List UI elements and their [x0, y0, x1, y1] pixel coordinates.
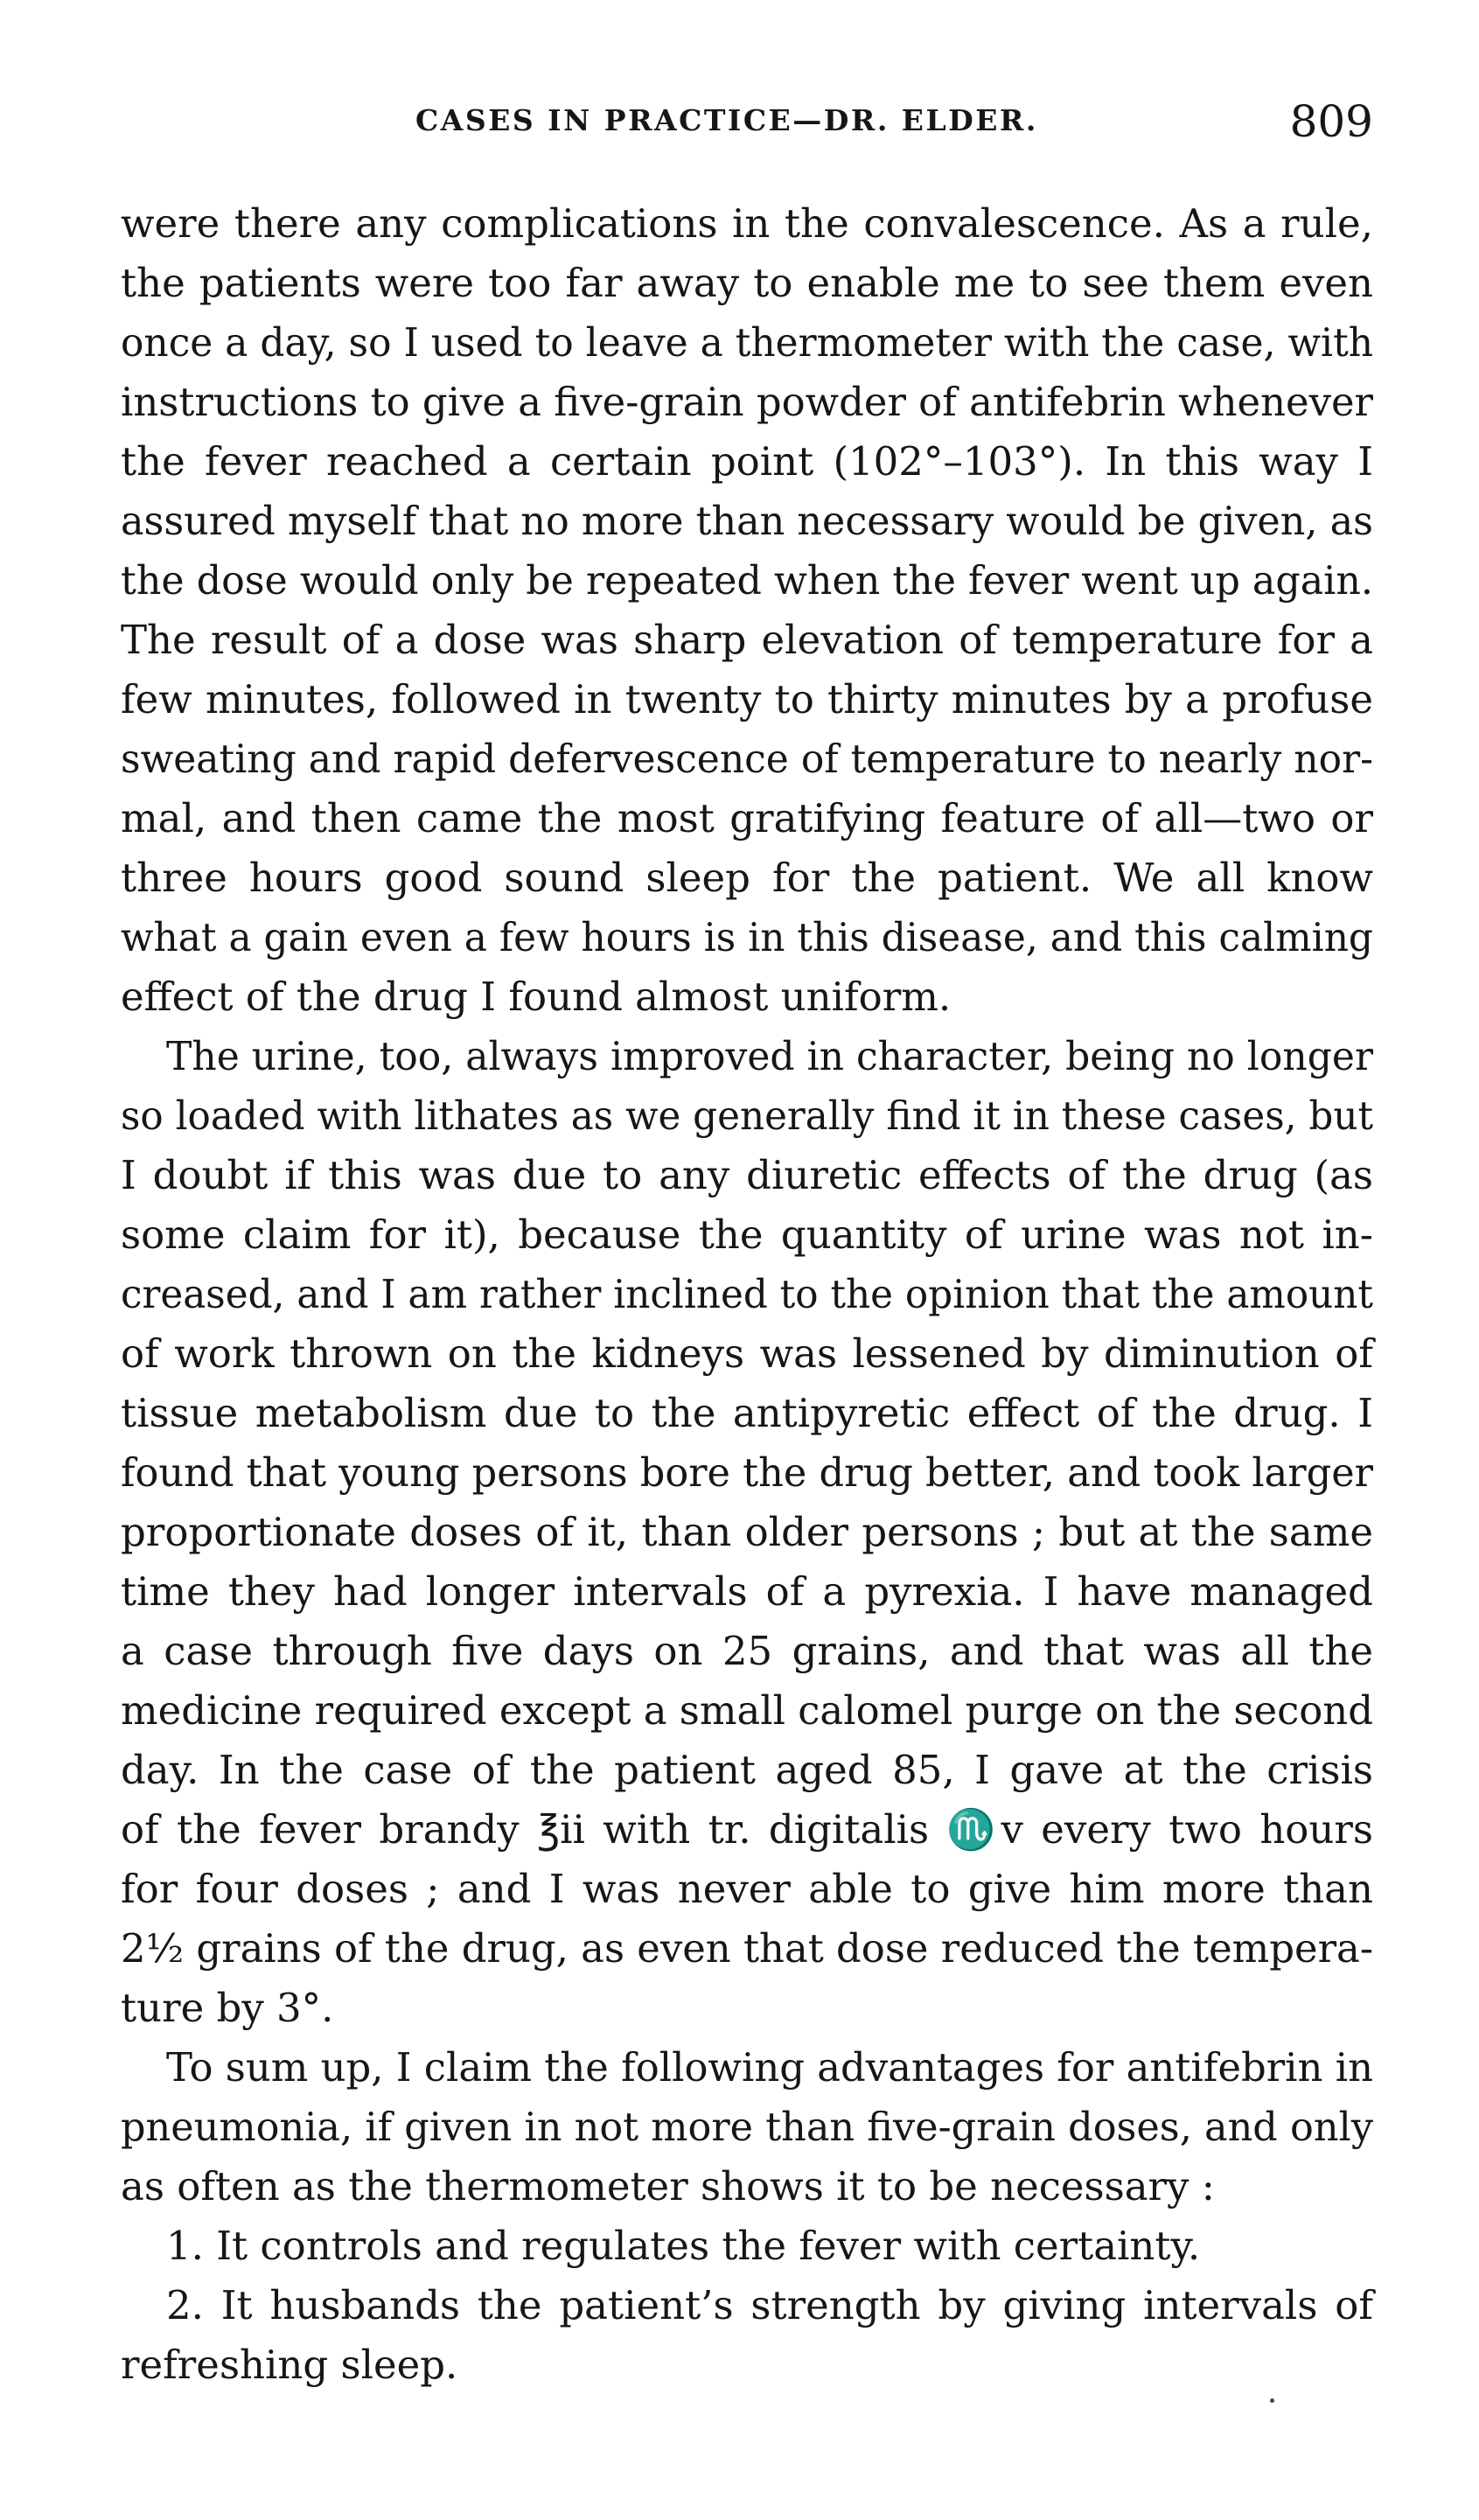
text-line: so loaded with lithates as we generally find it in these cases, but: [121, 1092, 1373, 1139]
text-line: some claim for it), because the quantity of urine was not in-: [121, 1211, 1373, 1258]
running-title: CASES IN PRACTICE—DR. ELDER.: [415, 103, 1038, 137]
text-line: I doubt if this was due to any diuretic effects of the drug (as: [121, 1152, 1373, 1198]
text-line: day. In the case of the patient aged 85, I gave at the crisis: [121, 1747, 1373, 1793]
text-line: the dose would only be repeated when the fever went up again.: [121, 557, 1373, 604]
text-line: as often as the thermometer shows it to be necessary :: [121, 2163, 1215, 2209]
text-line: the fever reached a certain point (102°–103°). In this way I: [121, 438, 1373, 485]
text-line: few minutes, followed in twenty to thirty minutes by a profuse: [121, 676, 1373, 722]
text-line: once a day, so I used to leave a thermometer with the case, with: [121, 319, 1373, 366]
text-line: a case through five days on 25 grains, and that was all the: [121, 1628, 1373, 1674]
text-line: pneumonia, if given in not more than five-grain doses, and only: [121, 2104, 1373, 2150]
paragraph-first-line: To sum up, I claim the following advantages for antifebrin in: [166, 2044, 1373, 2091]
text-line: 2½ grains of the drug, as even that dose reduced the tempera-: [121, 1925, 1373, 1972]
text-line: sweating and rapid defervescence of temperature to nearly nor-: [121, 736, 1373, 782]
text-line: for four doses ; and I was never able to give him more than: [121, 1866, 1373, 1912]
text-line: The result of a dose was sharp elevation of temperature for a: [121, 617, 1373, 663]
text-line: three hours good sound sleep for the patient. We all know: [121, 855, 1373, 901]
text-line: of the fever brandy ℥ii with tr. digitalis ♏v every two hours: [121, 1806, 1373, 1853]
text-line: medicine required except a small calomel purge on the second: [121, 1687, 1373, 1734]
text-line: creased, and I am rather inclined to the opinion that the amount: [121, 1271, 1373, 1317]
text-line: mal, and then came the most gratifying feature of all—two or: [121, 795, 1373, 841]
numbered-item: 1. It controls and regulates the fever with certainty.: [166, 2223, 1201, 2269]
text-line: of work thrown on the kidneys was lessened by diminution of: [121, 1330, 1373, 1377]
text-line: time they had longer intervals of a pyrexia. I have managed: [121, 1568, 1373, 1615]
text-line: ture by 3°.: [121, 1985, 334, 2031]
paragraph-first-line: The urine, too, always improved in character, being no longer: [166, 1033, 1373, 1079]
text-line: instructions to give a five-grain powder of antifebrin whenever: [121, 379, 1373, 425]
text-line: found that young persons bore the drug better, and took larger: [121, 1449, 1373, 1496]
text-line: tissue metabolism due to the antipyretic effect of the drug. I: [121, 1390, 1373, 1436]
numbered-item: 2. It husbands the patient’s strength by giving intervals of: [166, 2282, 1373, 2328]
text-line: proportionate doses of it, than older persons ; but at the same: [121, 1509, 1373, 1555]
text-line: refreshing sleep.: [121, 2342, 458, 2388]
text-line: effect of the drug I found almost uniform.: [121, 974, 952, 1020]
running-head: [121, 96, 1373, 149]
text-line: assured myself that no more than necessary would be given, as: [121, 498, 1373, 544]
page-number: 809: [1289, 96, 1373, 147]
text-line: were there any complications in the convalescence. As a rule,: [121, 200, 1373, 247]
print-speck: [1270, 2398, 1274, 2403]
text-line: what a gain even a few hours is in this disease, and this calming: [121, 914, 1373, 960]
text-line: the patients were too far away to enable me to see them even: [121, 260, 1373, 306]
